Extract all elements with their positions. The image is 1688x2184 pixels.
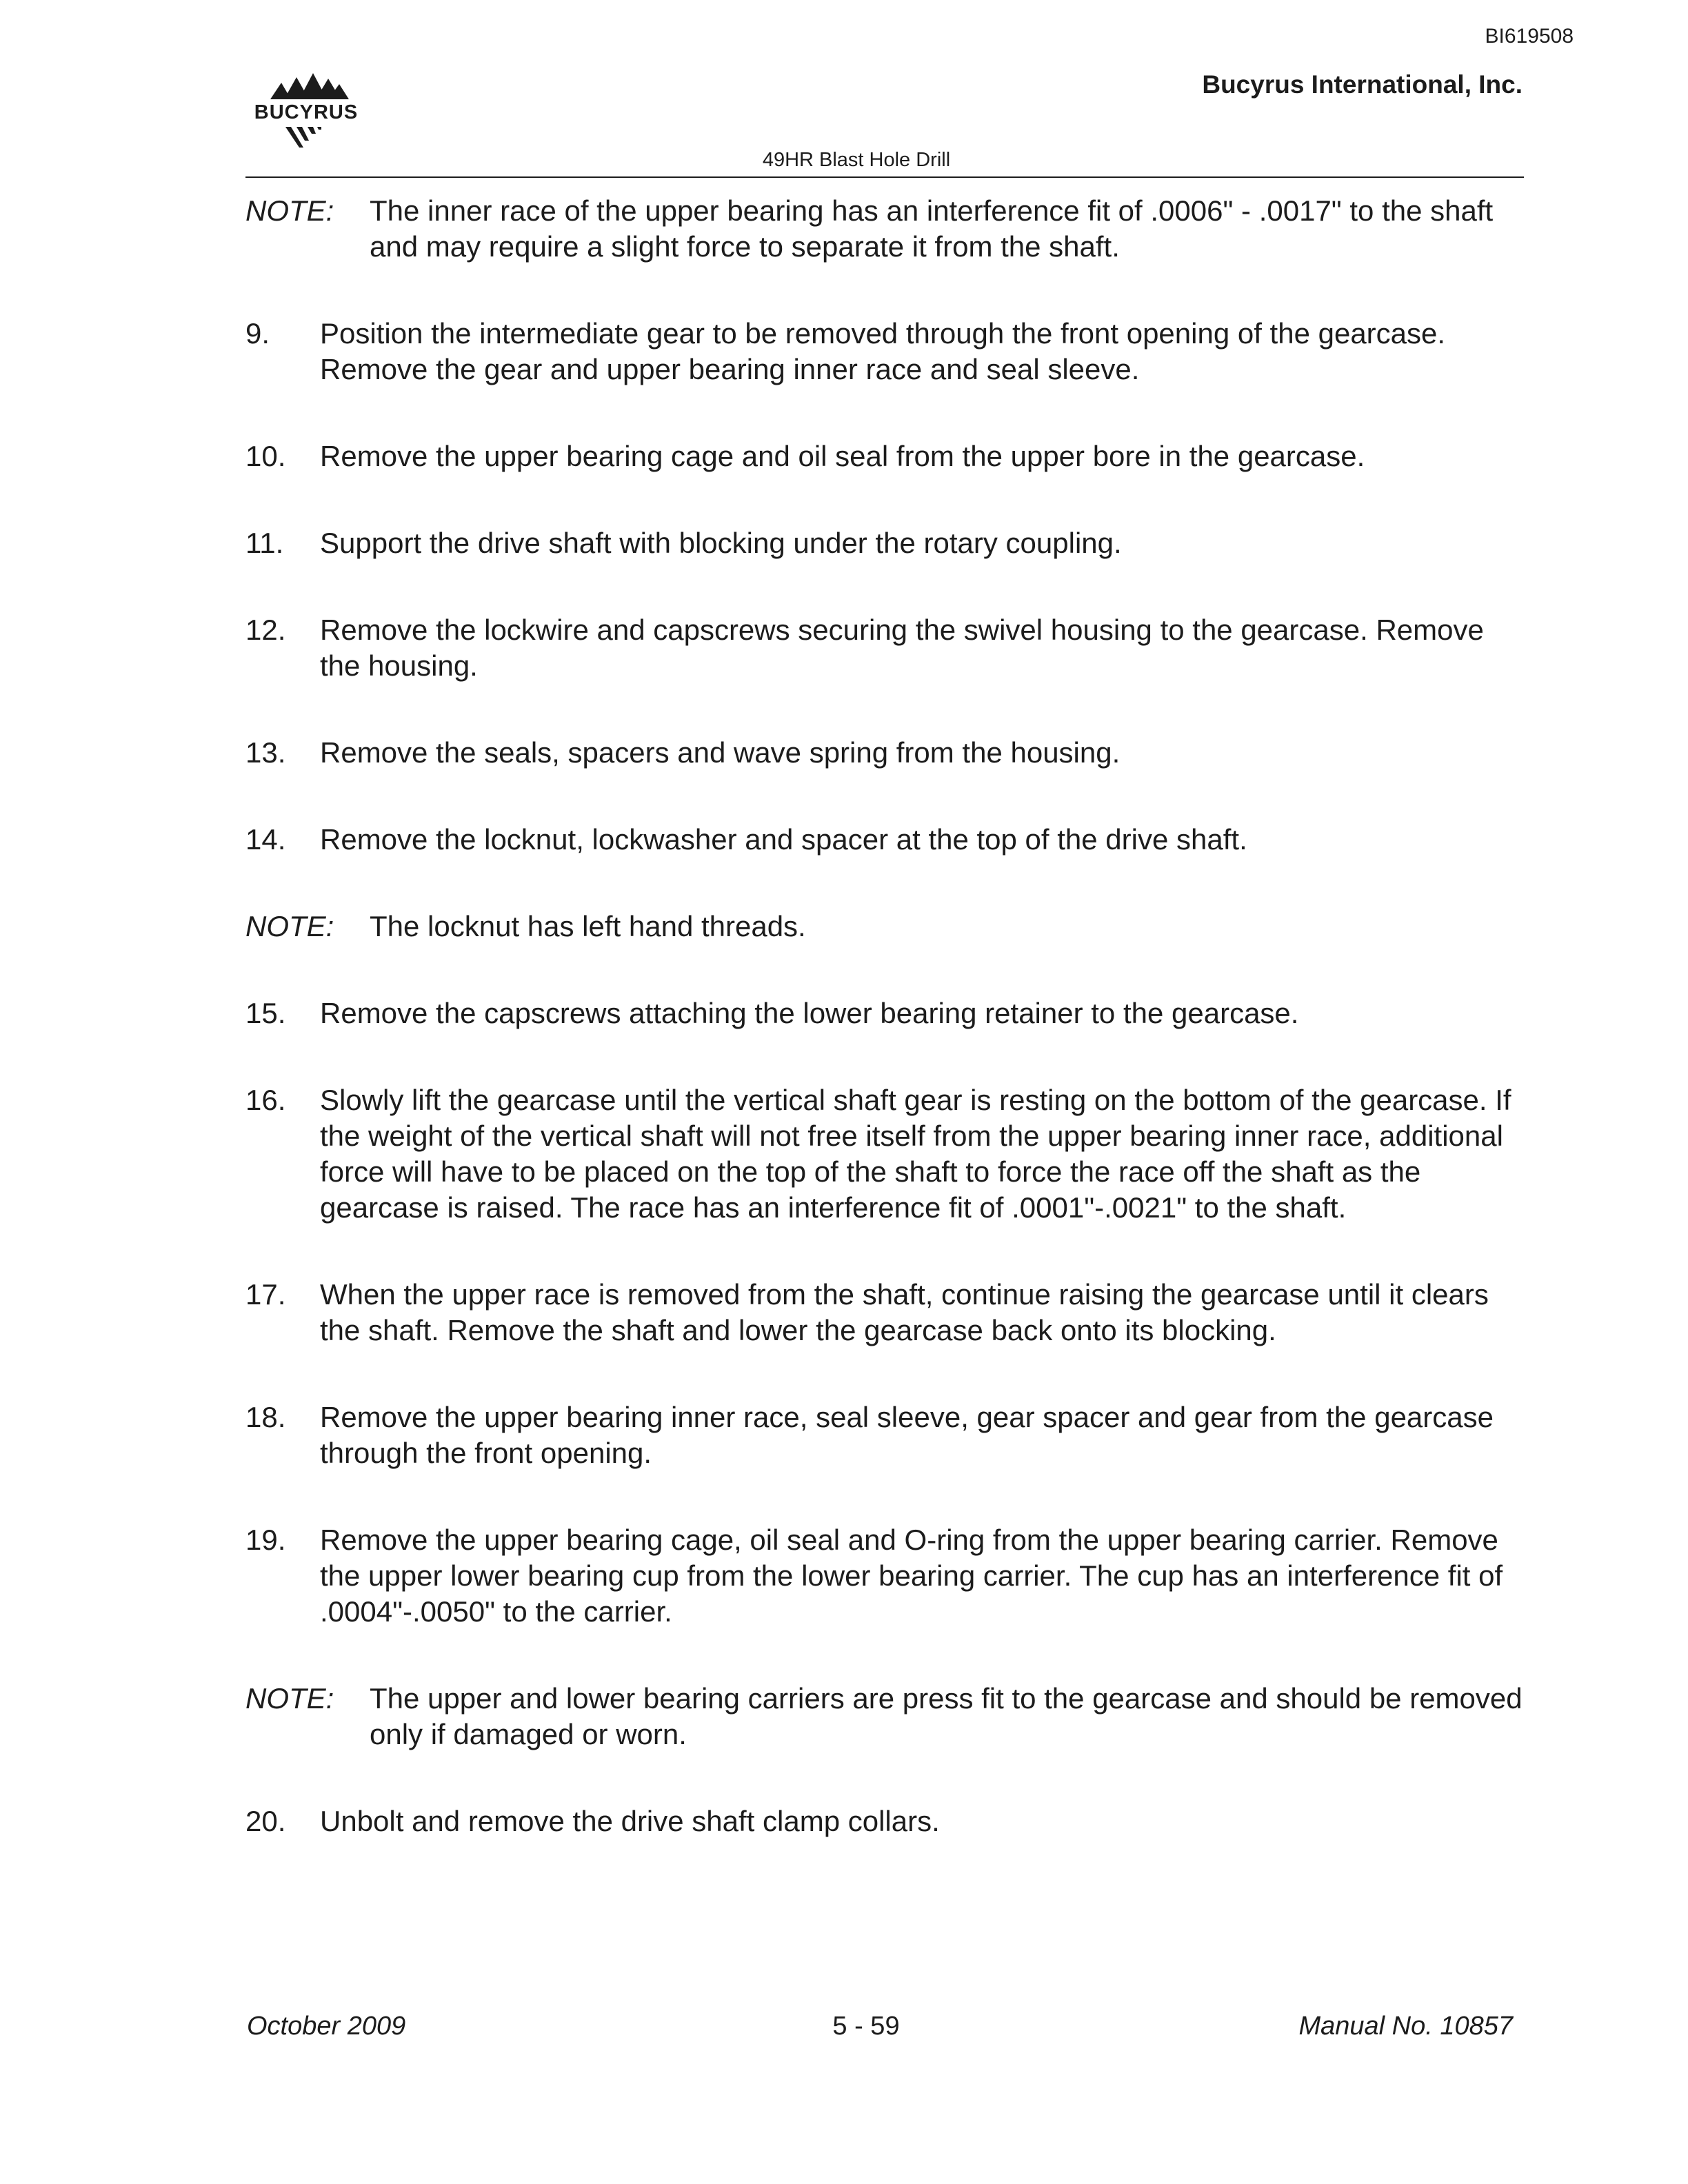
step-14 bbox=[245, 822, 1529, 858]
step-12 bbox=[245, 612, 1529, 684]
step-text: When the upper race is removed from the shaft, continue raising the gearcase until it clears the shaft. Remove the shaft and lower the gearcase back onto its blocking. bbox=[320, 1278, 1489, 1346]
step-text: Slowly lift the gearcase until the vertical shaft gear is resting on the bottom of the gearcase. If the weight of the vertical shaft will not free itself from the upper bearing inner race, additional force will have to be placed on the top of the shaft to force the race off the shaft as the gearcase is raised. The race has an interference fit of .0001"-.0021" to the shaft. bbox=[320, 1084, 1511, 1224]
step-10 bbox=[245, 438, 1529, 474]
document-id: BI619508 bbox=[1485, 25, 1574, 48]
step-number: 18. bbox=[245, 1401, 286, 1433]
step-16 bbox=[245, 1082, 1529, 1226]
step-text: Remove the locknut, lockwasher and spacer at the top of the drive shaft. bbox=[320, 823, 1247, 856]
step-15 bbox=[245, 995, 1529, 1031]
step-number: 17. bbox=[245, 1278, 286, 1311]
procedure-content bbox=[245, 193, 1529, 1839]
step-text: Remove the upper bearing inner race, seal sleeve, gear spacer and gear from the gearcase through the front opening. bbox=[320, 1401, 1494, 1469]
step-9 bbox=[245, 316, 1529, 387]
manual-number: Manual No. 10857 bbox=[1298, 2012, 1513, 2041]
step-text: Remove the upper bearing cage and oil seal from the upper bore in the gearcase. bbox=[320, 440, 1365, 472]
step-text: Unbolt and remove the drive shaft clamp collars. bbox=[320, 1805, 940, 1837]
company-name: Bucyrus International, Inc. bbox=[1202, 70, 1523, 99]
note-label: NOTE: bbox=[245, 194, 334, 227]
product-title: 49HR Blast Hole Drill bbox=[762, 149, 951, 171]
step-number: 16. bbox=[245, 1084, 286, 1116]
bucyrus-logo bbox=[245, 72, 367, 149]
step-number: 19. bbox=[245, 1524, 286, 1556]
svg-text:BUCYRUS: BUCYRUS bbox=[254, 101, 359, 123]
step-text: Remove the capscrews attaching the lower bearing retainer to the gearcase. bbox=[320, 997, 1299, 1029]
step-17 bbox=[245, 1277, 1529, 1348]
step-text: Remove the seals, spacers and wave spring from the housing. bbox=[320, 736, 1121, 769]
step-number: 14. bbox=[245, 823, 286, 856]
header-rule bbox=[245, 176, 1524, 178]
note-label: NOTE: bbox=[245, 1682, 334, 1715]
note bbox=[245, 193, 1529, 265]
step-19 bbox=[245, 1522, 1529, 1630]
step-text: Remove the upper bearing cage, oil seal and O-ring from the upper bearing carrier. Remove the upper lower bearing cup from the lower bearing carrier. The cup has an interference fit of .0004"-.0050" to the carrier. bbox=[320, 1524, 1503, 1628]
step-number: 13. bbox=[245, 736, 286, 769]
note-text: The locknut has left hand threads. bbox=[370, 910, 806, 942]
step-number: 9. bbox=[245, 317, 270, 350]
step-11 bbox=[245, 525, 1529, 561]
footer-date: October 2009 bbox=[247, 2012, 406, 2041]
step-text: Position the intermediate gear to be removed through the front opening of the gearcase. Remove the gear and upper bearing inner race and seal sleeve. bbox=[320, 317, 1446, 385]
step-number: 15. bbox=[245, 997, 286, 1029]
step-number: 20. bbox=[245, 1805, 286, 1837]
step-number: 10. bbox=[245, 440, 286, 472]
page-number: 5 - 59 bbox=[832, 2012, 900, 2041]
step-text: Remove the lockwire and capscrews securing the swivel housing to the gearcase. Remove the housing. bbox=[320, 614, 1484, 682]
step-13 bbox=[245, 735, 1529, 771]
note bbox=[245, 1681, 1529, 1752]
step-text: Support the drive shaft with blocking under the rotary coupling. bbox=[320, 527, 1122, 559]
note-text: The upper and lower bearing carriers are press fit to the gearcase and should be removed only if damaged or worn. bbox=[370, 1682, 1523, 1750]
step-18 bbox=[245, 1399, 1529, 1471]
note bbox=[245, 909, 1529, 944]
note-label: NOTE: bbox=[245, 910, 334, 942]
step-20 bbox=[245, 1803, 1529, 1839]
step-number: 12. bbox=[245, 614, 286, 646]
note-text: The inner race of the upper bearing has an interference fit of .0006" - .0017" to the shaft and may require a slight force to separate it from the shaft. bbox=[370, 194, 1494, 263]
step-number: 11. bbox=[245, 527, 284, 559]
